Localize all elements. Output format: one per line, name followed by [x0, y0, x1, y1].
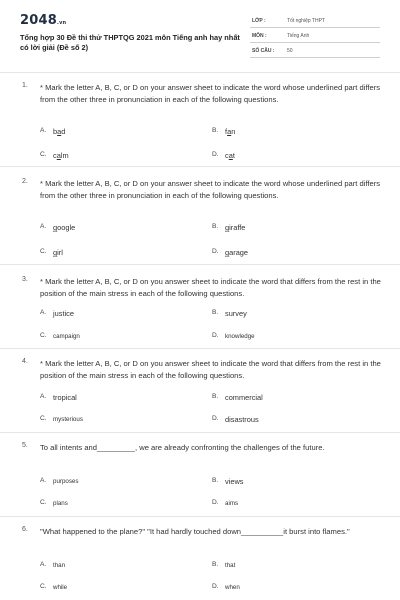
- option-text: tropical: [53, 393, 77, 402]
- option-letter: A.: [40, 309, 47, 316]
- option-text: cat: [225, 151, 235, 160]
- option-letter: A.: [40, 477, 47, 484]
- option-letter: C.: [40, 248, 47, 255]
- question-divider: [0, 516, 400, 517]
- question-text: * Mark the letter A, B, C, or D on your answer sheet to indicate the word whose underlined part differs from the other three in pronunciation in each of the following questions.: [40, 179, 381, 200]
- option-letter: C.: [40, 332, 47, 339]
- option-text: when: [225, 584, 240, 591]
- page-header: [0, 0, 400, 72]
- meta-class-row: [250, 14, 380, 28]
- option-text: views: [225, 477, 244, 486]
- option-text: mysterious: [53, 416, 83, 423]
- question-text: * Mark the letter A, B, C, or D on you answer sheet to indicate the word that differs from the rest in the position of the main stress in each of the following questions.: [40, 359, 381, 380]
- question-text: * Mark the letter A, B, C, or D on your answer sheet to indicate the word whose underlined part differs from the other three in pronunciation in each of the following questions.: [40, 83, 381, 104]
- meta-subject-row: [250, 29, 380, 43]
- option-letter: B.: [212, 127, 219, 134]
- option-text: justice: [53, 309, 74, 318]
- option-letter: D.: [212, 151, 219, 158]
- question-divider: [0, 432, 400, 433]
- question-number: 6.: [22, 526, 28, 533]
- meta-count-row: [250, 44, 380, 58]
- question-divider: [0, 348, 400, 349]
- option-letter: A.: [40, 561, 47, 568]
- option-text: purposes: [53, 478, 79, 485]
- option-letter: D.: [212, 583, 219, 590]
- meta-count-label: SỐ CÂU :: [252, 48, 275, 54]
- document-title: Tổng hợp 30 Đề thi thử THPTQG 2021 môn Tiếng anh hay nhất có lời giải (Đề số 2): [20, 33, 240, 52]
- question-number: 4.: [22, 358, 28, 365]
- question-text: * Mark the letter A, B, C, or D on you answer sheet to indicate the word that differs from the rest in the position of the main stress in each of the following questions.: [40, 277, 381, 298]
- option-letter: D.: [212, 499, 219, 506]
- option-text: survey: [225, 309, 247, 318]
- meta-subject-label: MÔN :: [252, 33, 267, 39]
- option-text: campaign: [53, 333, 80, 340]
- question-divider: [0, 264, 400, 265]
- option-letter: C.: [40, 583, 47, 590]
- meta-class-label: LỚP :: [252, 18, 266, 24]
- option-text: giraffe: [225, 223, 246, 232]
- option-letter: C.: [40, 151, 47, 158]
- option-letter: B.: [212, 477, 219, 484]
- option-text: calm: [53, 151, 69, 160]
- option-letter: D.: [212, 332, 219, 339]
- question-number: 1.: [22, 82, 28, 89]
- question-number: 2.: [22, 178, 28, 185]
- option-letter: A.: [40, 223, 47, 230]
- meta-count-value: 50: [287, 48, 293, 54]
- question-text: "What happened to the plane?" "It had hardly touched down__________it burst into flames.": [40, 527, 350, 536]
- option-text: fan: [225, 127, 236, 136]
- option-letter: A.: [40, 127, 47, 134]
- option-text: while: [53, 584, 68, 591]
- option-letter: B.: [212, 309, 219, 316]
- option-text: girl: [53, 248, 63, 257]
- option-text: than: [53, 562, 66, 569]
- option-letter: D.: [212, 248, 219, 255]
- option-text: google: [53, 223, 76, 232]
- option-text: garage: [225, 248, 249, 257]
- option-letter: D.: [212, 415, 219, 422]
- option-letter: B.: [212, 393, 219, 400]
- option-letter: A.: [40, 393, 47, 400]
- meta-subject-value: Tiếng Anh: [287, 33, 310, 39]
- question-number: 5.: [22, 442, 28, 449]
- option-letter: C.: [40, 415, 47, 422]
- option-text: plans: [53, 500, 68, 507]
- option-text: commercial: [225, 393, 263, 402]
- option-letter: B.: [212, 561, 219, 568]
- option-text: knowledge: [225, 333, 255, 340]
- meta-class-value: Tốt nghiệp THPT: [287, 18, 325, 24]
- question-number: 3.: [22, 276, 28, 283]
- option-text: bad: [53, 127, 66, 136]
- question-divider: [0, 166, 400, 167]
- header-divider: [0, 72, 400, 73]
- site-logo[interactable]: 2048.vn: [20, 13, 67, 28]
- option-text: disastrous: [225, 415, 259, 424]
- option-text: aims: [225, 500, 239, 507]
- option-letter: B.: [212, 223, 219, 230]
- option-letter: C.: [40, 499, 47, 506]
- question-text: To all intents and_________, we are already confronting the challenges of the future.: [40, 443, 325, 452]
- option-text: that: [225, 562, 236, 569]
